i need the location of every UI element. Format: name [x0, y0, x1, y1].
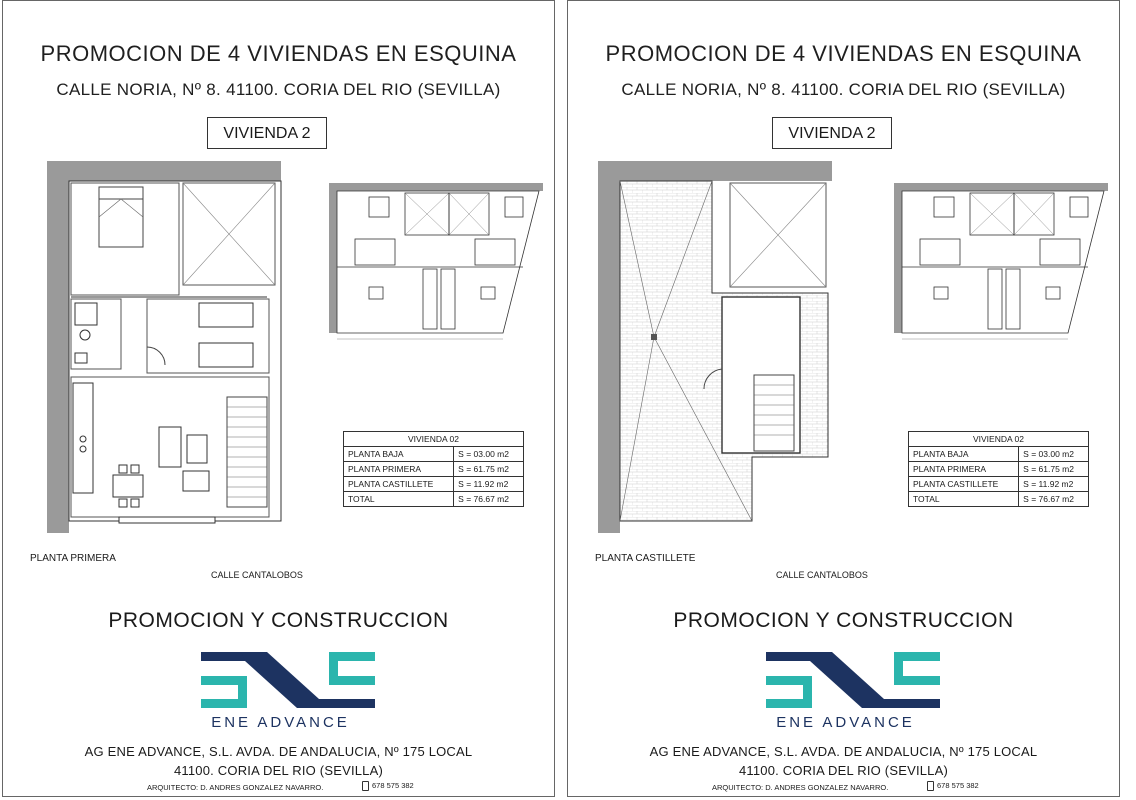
phone-icon — [362, 781, 369, 791]
plan-wall-top — [47, 161, 281, 181]
architect-credit: ARQUITECTO: D. ANDRES GONZALEZ NAVARRO. — [147, 783, 324, 792]
roof-drain — [651, 334, 657, 340]
document-title: PROMOCION DE 4 VIVIENDAS EN ESQUINA — [40, 41, 517, 66]
brand-name: ENE ADVANCE — [776, 714, 915, 731]
table-cell-name: PLANTA CASTILLETE — [344, 477, 454, 492]
phone-icon — [927, 781, 934, 791]
table-row — [344, 447, 524, 462]
phone-text: 678 575 382 — [937, 781, 979, 790]
phone-text: 678 575 382 — [372, 781, 414, 790]
company-address-line-2: 41100. CORIA DEL RIO (SEVILLA) — [173, 763, 384, 778]
promo-heading: PROMOCION Y CONSTRUCCION — [673, 609, 1014, 632]
sheet-planta-primera — [2, 0, 555, 797]
table-cell-value: S = 76.67 m2 — [1019, 492, 1089, 507]
table-cell-value: S = 03.00 m2 — [454, 447, 524, 462]
mini-wall-left — [329, 183, 337, 333]
table-row — [344, 477, 524, 492]
table-row — [344, 462, 524, 477]
phone-number — [927, 781, 979, 791]
plan-outline — [69, 181, 281, 521]
street-label: CALLE CANTALOBOS — [776, 570, 868, 580]
mini-wall-top — [329, 183, 543, 191]
table-cell-name: PLANTA PRIMERA — [344, 462, 454, 477]
table-cell-name: PLANTA CASTILLETE — [909, 477, 1019, 492]
plan-window-bottom — [119, 517, 215, 523]
plan-wall-left — [47, 161, 69, 533]
document-address: CALLE NORIA, Nº 8. 41100. CORIA DEL RIO (SEVILLA) — [56, 80, 501, 99]
mini-outline — [337, 191, 539, 333]
table-cell-value: S = 03.00 m2 — [1019, 447, 1089, 462]
table-cell-value: S = 61.75 m2 — [1019, 462, 1089, 477]
table-header: VIVIENDA 02 — [344, 432, 524, 447]
sheet-planta-castillete — [567, 0, 1120, 797]
roof-wall-top — [598, 161, 832, 181]
document-title: PROMOCION DE 4 VIVIENDAS EN ESQUINA — [605, 41, 1082, 66]
company-address-line-2: 41100. CORIA DEL RIO (SEVILLA) — [738, 763, 949, 778]
table-row — [909, 477, 1089, 492]
mini-overview-plan — [890, 173, 1112, 347]
table-cell-value: S = 11.92 m2 — [454, 477, 524, 492]
table-cell-value: S = 61.75 m2 — [454, 462, 524, 477]
ene-advance-logo — [201, 652, 375, 708]
street-label: CALLE CANTALOBOS — [211, 570, 303, 580]
table-row — [344, 492, 524, 507]
table-row — [909, 492, 1089, 507]
floor-plan-primera — [27, 157, 289, 547]
unit-label-box: VIVIENDA 2 — [772, 117, 892, 149]
table-cell-name: PLANTA BAJA — [344, 447, 454, 462]
document-address: CALLE NORIA, Nº 8. 41100. CORIA DEL RIO (SEVILLA) — [621, 80, 1066, 99]
table-cell-name: TOTAL — [909, 492, 1019, 507]
floor-plan-castillete — [592, 157, 854, 547]
promo-heading: PROMOCION Y CONSTRUCCION — [108, 609, 449, 632]
table-cell-name: PLANTA PRIMERA — [909, 462, 1019, 477]
unit-label-box: VIVIENDA 2 — [207, 117, 327, 149]
table-cell-name: TOTAL — [344, 492, 454, 507]
plan-label: PLANTA CASTILLETE — [595, 553, 696, 564]
roof-wall-left — [598, 161, 620, 533]
table-cell-value: S = 76.67 m2 — [454, 492, 524, 507]
brand-name: ENE ADVANCE — [211, 714, 350, 731]
ene-advance-logo — [766, 652, 940, 708]
phone-number — [362, 781, 414, 791]
company-address-line-1: AG ENE ADVANCE, S.L. AVDA. DE ANDALUCIA, Nº 175 LOCAL — [649, 744, 1038, 759]
area-summary-table — [343, 431, 524, 507]
table-row — [909, 447, 1089, 462]
area-summary-table — [908, 431, 1089, 507]
table-row — [909, 462, 1089, 477]
table-cell-name: PLANTA BAJA — [909, 447, 1019, 462]
table-header: VIVIENDA 02 — [909, 432, 1089, 447]
company-address-line-1: AG ENE ADVANCE, S.L. AVDA. DE ANDALUCIA, Nº 175 LOCAL — [84, 744, 473, 759]
plan-label: PLANTA PRIMERA — [30, 553, 116, 564]
architect-credit: ARQUITECTO: D. ANDRES GONZALEZ NAVARRO. — [712, 783, 889, 792]
mini-overview-plan — [325, 173, 547, 347]
table-cell-value: S = 11.92 m2 — [1019, 477, 1089, 492]
